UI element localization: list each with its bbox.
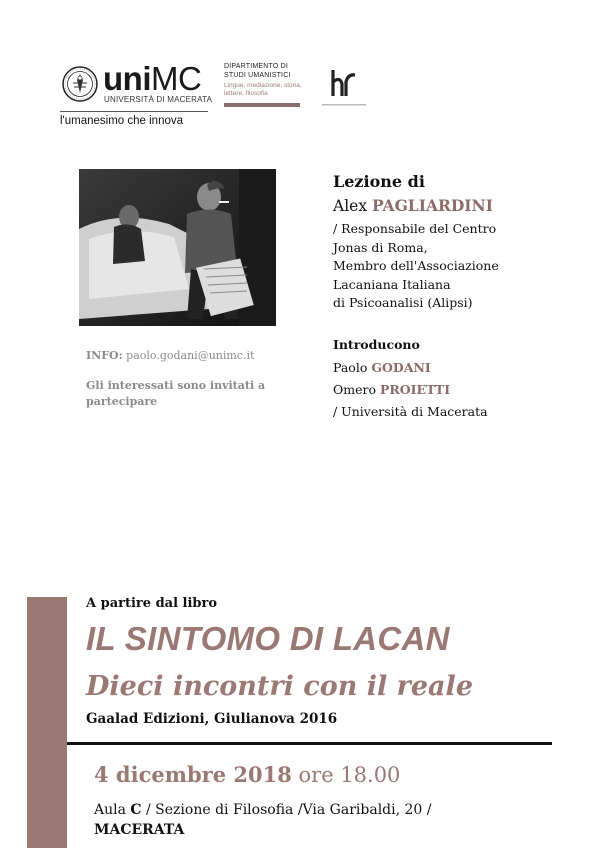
event-date: 4 dicembre 2018 — [94, 762, 292, 787]
hr-logo-caption-mark — [322, 103, 366, 107]
introducer-last-name: PROIETTI — [379, 382, 451, 397]
introducers-affiliation: / Università di Macerata — [333, 404, 488, 419]
speaker-last-name: PAGLIARDINI — [372, 196, 493, 215]
event-datetime — [94, 762, 400, 787]
university-name: UNIVERSITÀ DI MACERATA — [104, 95, 213, 104]
introducer-first-name: Paolo — [333, 360, 368, 375]
lecture-photo — [79, 169, 276, 326]
introducer-1 — [333, 360, 431, 375]
unimc-logotype-mc: MC — [150, 60, 202, 97]
venue-prefix: Aula — [94, 802, 126, 818]
venue-line — [94, 800, 514, 820]
bio-line: di Psicoanalisi (Alipsi) — [333, 295, 473, 310]
book-intro: A partire dal libro — [86, 596, 218, 611]
divider-rule — [67, 742, 552, 745]
unimc-logotype — [103, 62, 201, 96]
lecture-heading: Lezione di — [333, 172, 425, 191]
unimc-logotype-uni: uni — [103, 60, 151, 97]
info-contact — [86, 349, 254, 362]
bio-line: Lacaniana Italiana — [333, 276, 451, 292]
venue-room: C — [130, 802, 142, 818]
introducer-last-name: GODANI — [371, 360, 431, 375]
bio-line: Jonas di Roma, — [333, 239, 428, 255]
university-slogan: l'umanesimo che innova — [60, 111, 208, 127]
introducers-heading: Introducono — [333, 337, 420, 352]
event-time: ore 18.00 — [298, 763, 401, 787]
bio-line: Membro dell'Associazione — [333, 258, 499, 273]
venue-address: / Sezione di Filosofia /Via Garibaldi, 20 / — [146, 802, 432, 818]
bio-line: / Responsabile del Centro — [333, 221, 497, 236]
venue-city-line — [94, 820, 514, 840]
event-venue — [94, 800, 514, 840]
department-line1: DIPARTIMENTO DI — [224, 63, 289, 70]
info-email[interactable]: paolo.godani@unimc.it — [126, 349, 255, 362]
university-seal-icon — [62, 66, 98, 102]
department-line2: STUDI UMANISTICI — [224, 72, 291, 79]
info-label: INFO: — [86, 349, 123, 362]
introducer-first-name: Omero — [333, 382, 376, 397]
speaker-bio — [333, 220, 563, 313]
speaker-name — [333, 196, 493, 215]
accent-side-bar — [27, 597, 67, 848]
invite-text: Gli interessati sono invitati a partecipare — [86, 379, 266, 408]
department-subtitle: Lingue, mediazione, storia, lettere, filosofia — [224, 82, 302, 97]
speaker-first-name: Alex — [333, 197, 368, 215]
book-subtitle: Dieci incontri con il reale — [86, 671, 473, 702]
venue-city: MACERATA — [94, 822, 185, 838]
book-title: IL SINTOMO DI LACAN — [86, 620, 450, 657]
department-accent-bar — [224, 103, 300, 107]
hr-logo-icon — [330, 68, 356, 98]
introducer-2 — [333, 382, 450, 397]
book-publisher: Gaalad Edizioni, Giulianova 2016 — [86, 711, 338, 727]
